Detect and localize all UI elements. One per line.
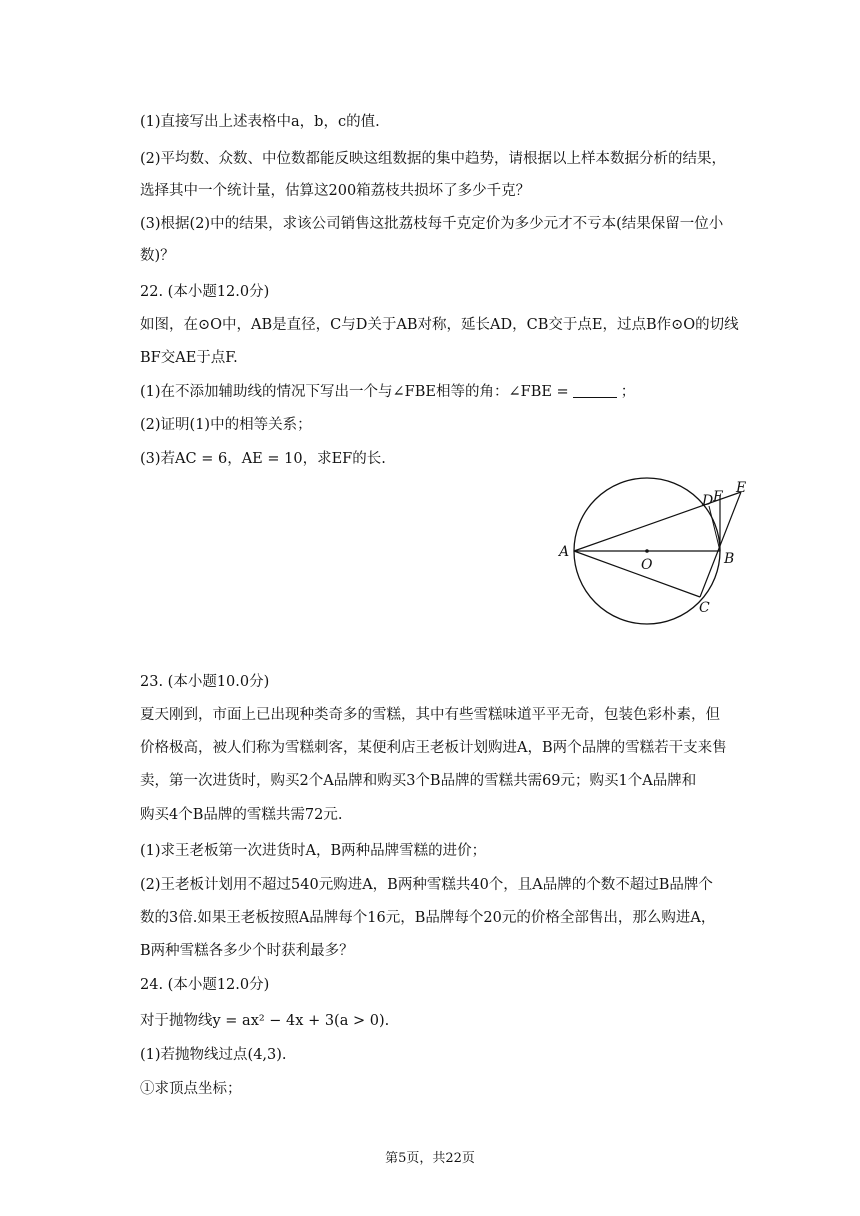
q22-stem-line2: BF交AE于点F.	[140, 350, 238, 366]
q24-header: 24. (本小题12.0分)	[140, 977, 270, 993]
label-e: E	[736, 480, 747, 496]
q23-part2-line2: 数的3倍.如果王老板按照A品牌每个16元，B品牌每个20元的价格全部售出，那么购进A，	[140, 910, 716, 926]
page-footer: 第5页，共22页	[385, 1151, 475, 1166]
q24-part1: (1)若抛物线过点(4,3).	[140, 1047, 287, 1063]
center-point	[645, 549, 649, 553]
label-f: F	[713, 489, 723, 505]
geometry-figure	[555, 475, 765, 635]
q23-stem-line1: 夏天刚到，市面上已出现种类奇多的雪糕，其中有些雪糕味道平平无奇，包装色彩朴素，但	[140, 707, 720, 723]
q21-part3-line2: 数)？	[140, 248, 175, 264]
label-b: B	[724, 551, 735, 567]
q24-stem: 对于抛物线y = ax² − 4x + 3(a > 0).	[140, 1013, 390, 1029]
q22-stem-line1: 如图，在⊙O中，AB是直径，C与D关于AB对称，延长AD，CB交于点E，过点B作⊙O的切线	[140, 317, 739, 333]
q23-stem-line3: 卖，第一次进货时，购买2个A品牌和购买3个B品牌的雪糕共需69元；购买1个A品牌和	[140, 773, 697, 789]
q23-part1: (1)求王老板第一次进货时A，B两种品牌雪糕的进价；	[140, 843, 487, 859]
chord-ac	[574, 551, 700, 597]
q23-part2-line1: (2)王老板计划用不超过540元购进A，B两种雪糕共40个，且A品牌的个数不超过B品牌个	[140, 877, 713, 893]
label-o: O	[641, 557, 653, 573]
q22-part1-text: (1)在不添加辅助线的情况下写出一个与∠FBE相等的角：∠FBE =	[140, 384, 569, 400]
q21-part2-line2: 选择其中一个统计量，估算这200箱荔枝共损坏了多少千克？	[140, 183, 531, 199]
label-a: A	[559, 544, 570, 560]
q23-header: 23. (本小题10.0分)	[140, 674, 270, 690]
q23-stem-line4: 购买4个B品牌的雪糕共需72元.	[140, 807, 343, 823]
q22-header: 22. (本小题12.0分)	[140, 284, 270, 300]
q24-part1-sub1: ①求顶点坐标；	[140, 1081, 242, 1097]
q22-part1-suffix: ；	[620, 384, 636, 400]
q22-part1	[140, 382, 635, 402]
label-c: C	[699, 600, 710, 616]
answer-blank	[573, 383, 617, 398]
label-d: D	[702, 493, 714, 509]
q23-stem-line2: 价格极高，被人们称为雪糕刺客，某便利店王老板计划购进A，B两个品牌的雪糕若干支来售	[140, 740, 727, 756]
q21-part3-line1: (3)根据(2)中的结果，求该公司销售这批荔枝每千克定价为多少元才不亏本(结果保留一位小	[140, 216, 724, 232]
segment-db	[709, 506, 720, 551]
q22-part2: (2)证明(1)中的相等关系；	[140, 417, 312, 433]
q21-part1: (1)直接写出上述表格中a，b，c的值.	[140, 114, 380, 130]
q23-part2-line3: B两种雪糕各多少个时获利最多？	[140, 943, 354, 959]
q21-part2-line1: (2)平均数、众数、中位数都能反映这组数据的集中趋势，请根据以上样本数据分析的结果，	[140, 151, 727, 167]
q22-part3: (3)若AC = 6，AE = 10，求EF的长.	[140, 451, 386, 467]
